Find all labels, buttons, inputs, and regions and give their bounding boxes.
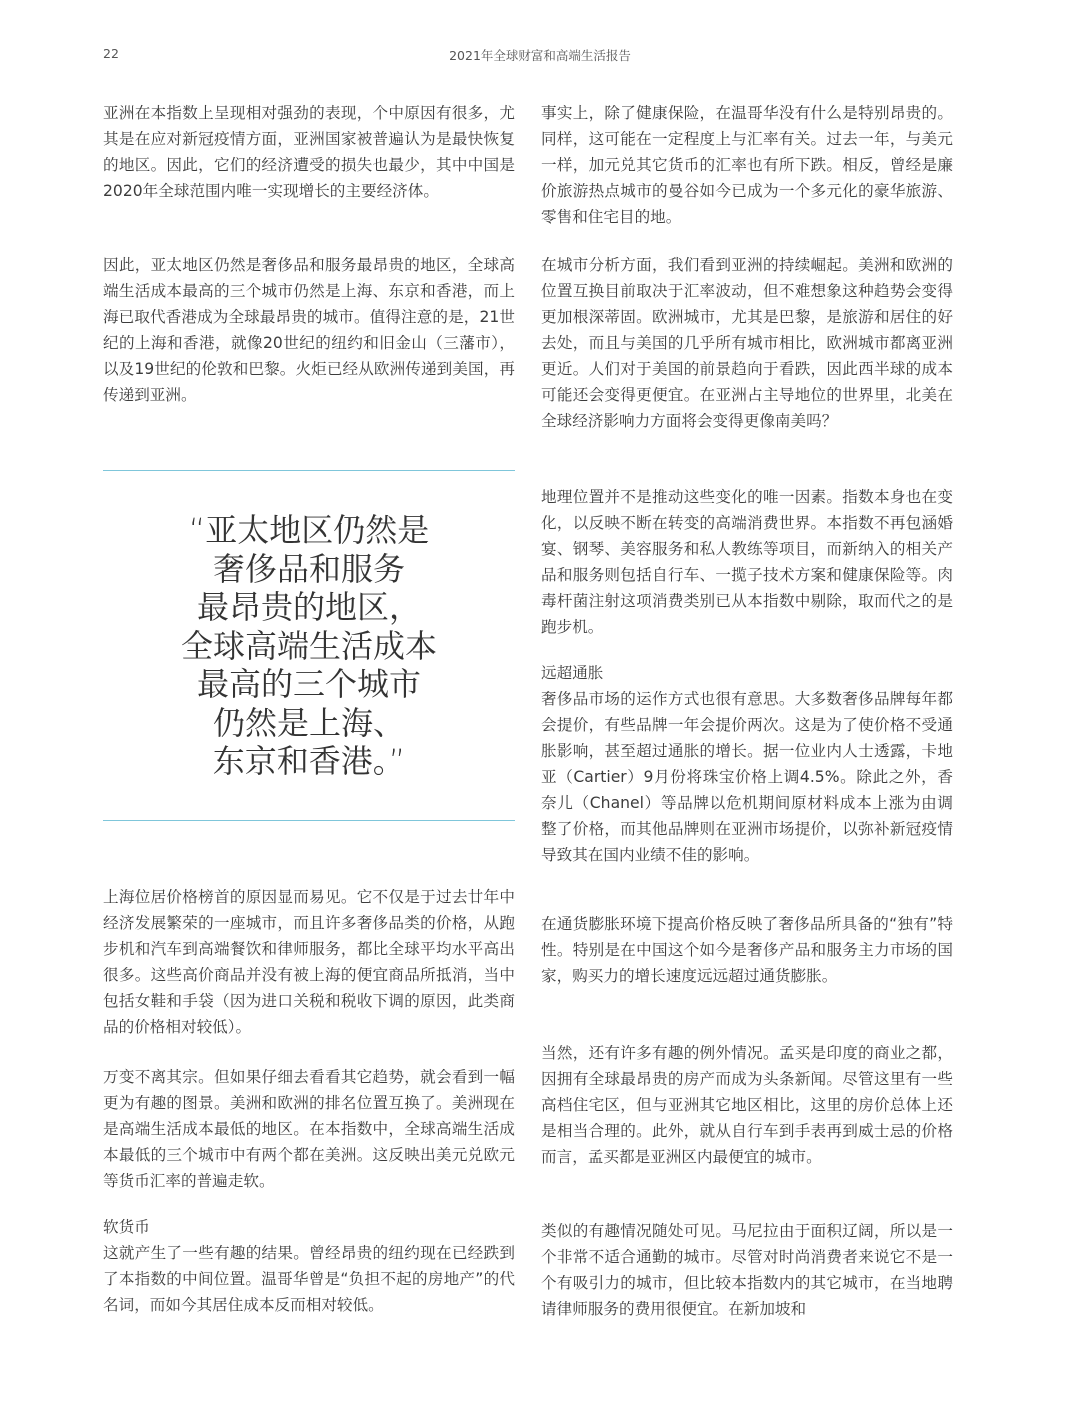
left-paragraph-2: 因此，亚太地区仍然是奢侈品和服务最昂贵的地区，全球高端生活成本最高的三个城市仍然是上海、东京和香港，而上海已取代香港成为全球最昂贵的城市。值得注意的是，21世纪的上海和香港，就像20世纪的纽约和旧金山（三藩市），以及19世纪的伦敦和巴黎。火炬已经从欧洲传递到美国，再传递到亚洲。 [103,256,515,404]
left-paragraph-1: 亚洲在本指数上呈现相对强劲的表现，个中原因有很多，尤其是在应对新冠疫情方面，亚洲国家被普遍认为是最快恢复的地区。因此，它们的经济遭受的损失也最少，其中中国是2020年全球范围内唯一实现增长的主要经济体。 [103,104,515,200]
left-paragraph-3: 上海位居价格榜首的原因显而易见。它不仅是于过去廿年中经济发展繁荣的一座城市，而且许多奢侈品类的价格，从跑步机和汽车到高端餐饮和律师服务，都比全球平均水平高出很多。这些高价商品并没有被上海的便宜商品所抵消，当中包括女鞋和手袋（因为进口关税和税收下调的原因，此类商品的价格相对较低）。 [103,888,515,1036]
right-paragraph-1: 事实上，除了健康保险，在温哥华没有什么是特别昂贵的。同样，这可能在一定程度上与汇率有关。过去一年，与美元一样，加元兑其它货币的汇率也有所下跌。相反，曾经是廉价旅游热点城市的曼谷如今已成为一个多元化的豪华旅游、零售和住宅目的地。 [541,104,953,226]
right-paragraph-2: 在城市分析方面，我们看到亚洲的持续崛起。美洲和欧洲的位置互换目前取决于汇率波动，但不难想象这种趋势会变得更加根深蒂固。欧洲城市，尤其是巴黎，是旅游和居住的好去处，而且与美国的几乎所有城市相比，欧洲城市都离亚洲更近。人们对于美国的前景趋向于看跌，因此西半球的成本可能还会变得更便宜。在亚洲占主导地位的世界里，北美在全球经济影响力方面将会变得更像南美吗？ [541,256,953,430]
left-paragraph-4: 万变不离其宗。但如果仔细去看看其它趋势，就会看到一幅更为有趣的图景。美洲和欧洲的排名位置互换了。美洲现在是高端生活成本最低的地区。在本指数中，全球高端生活成本最低的三个城市中有两个都在美洲。这反映出美元兑欧元等货币汇率的普遍走软。 [103,1068,515,1190]
pull-quote-line: 最昂贵的地区， [196,588,421,626]
right-paragraph-5: 在通货膨胀环境下提高价格反映了奢侈品所具备的“独有”特性。特别是在中国这个如今是奢侈产品和服务主力市场的国家，购买力的增长速度远远超过通货膨胀。 [541,915,953,985]
pull-quote-line: 奢侈品和服务 [212,549,405,588]
section-heading: 软货币 [103,1218,150,1236]
pull-quote-line: 仍然是上海、 [212,703,405,742]
pull-quote [103,511,515,781]
pull-quote-line: 最高的三个城市 [196,665,421,703]
running-header-title: 2021年全球财富和高端生活报告 [449,48,631,63]
quote-top-divider [103,470,515,471]
right-paragraph-4: 奢侈品市场的运作方式也很有意思。大多数奢侈品牌每年都会提价，有些品牌一年会提价两次。这是为了使价格不受通胀影响，甚至超过通胀的增长。据一位业内人士透露，卡地亚（Cartier）9月份将珠宝价格上调4.5%。除此之外，香奈儿（Chanel）等品牌以危机期间原材料成本上涨为由调整了价格，而其他品牌则在亚洲市场提价，以弥补新冠疫情导致其在国内业绩不佳的影响。 [541,690,953,864]
left-paragraph-5: 这就产生了一些有趣的结果。曾经昂贵的纽约现在已经跌到了本指数的中间位置。温哥华曾是“负担不起的房地产”的代名词，而如今其居住成本反而相对较低。 [103,1244,515,1314]
pull-quote-line: 东京和香港。” [212,742,406,780]
pull-quote-line: 全球高端生活成本 [180,626,437,665]
quote-bottom-divider [103,820,515,821]
right-paragraph-6: 当然，还有许多有趣的例外情况。孟买是印度的商业之都，因拥有全球最昂贵的房产而成为头条新闻。尽管这里有一些高档住宅区，但与亚洲其它地区相比，这里的房价总体上还是相当合理的。此外，就从自行车到手表再到威士忌的价格而言，孟买都是亚洲区内最便宜的城市。 [541,1044,953,1166]
right-paragraph-7: 类似的有趣情况随处可见。马尼拉由于面积辽阔，所以是一个非常不适合通勤的城市。尽管对时尚消费者来说它不是一个有吸引力的城市，但比较本指数内的其它城市，在当地聘请律师服务的费用很便宜。在新加坡和 [541,1222,953,1318]
page-number: 22 [103,46,119,61]
section-beyond-inflation [541,660,953,868]
right-paragraph-3: 地理位置并不是推动这些变化的唯一因素。指数本身也在变化，以反映不断在转变的高端消费世界。本指数不再包涵婚宴、钢琴、美容服务和私人教练等项目，而新纳入的相关产品和服务则包括自行车、一揽子技术方案和健康保险等。肉毒杆菌注射这项消费类别已从本指数中剔除，取而代之的是跑步机。 [541,488,953,636]
section-soft-currency [103,1214,515,1318]
section-heading: 远超通胀 [541,664,604,682]
pull-quote-line: “亚太地区仍然是 [188,511,430,549]
